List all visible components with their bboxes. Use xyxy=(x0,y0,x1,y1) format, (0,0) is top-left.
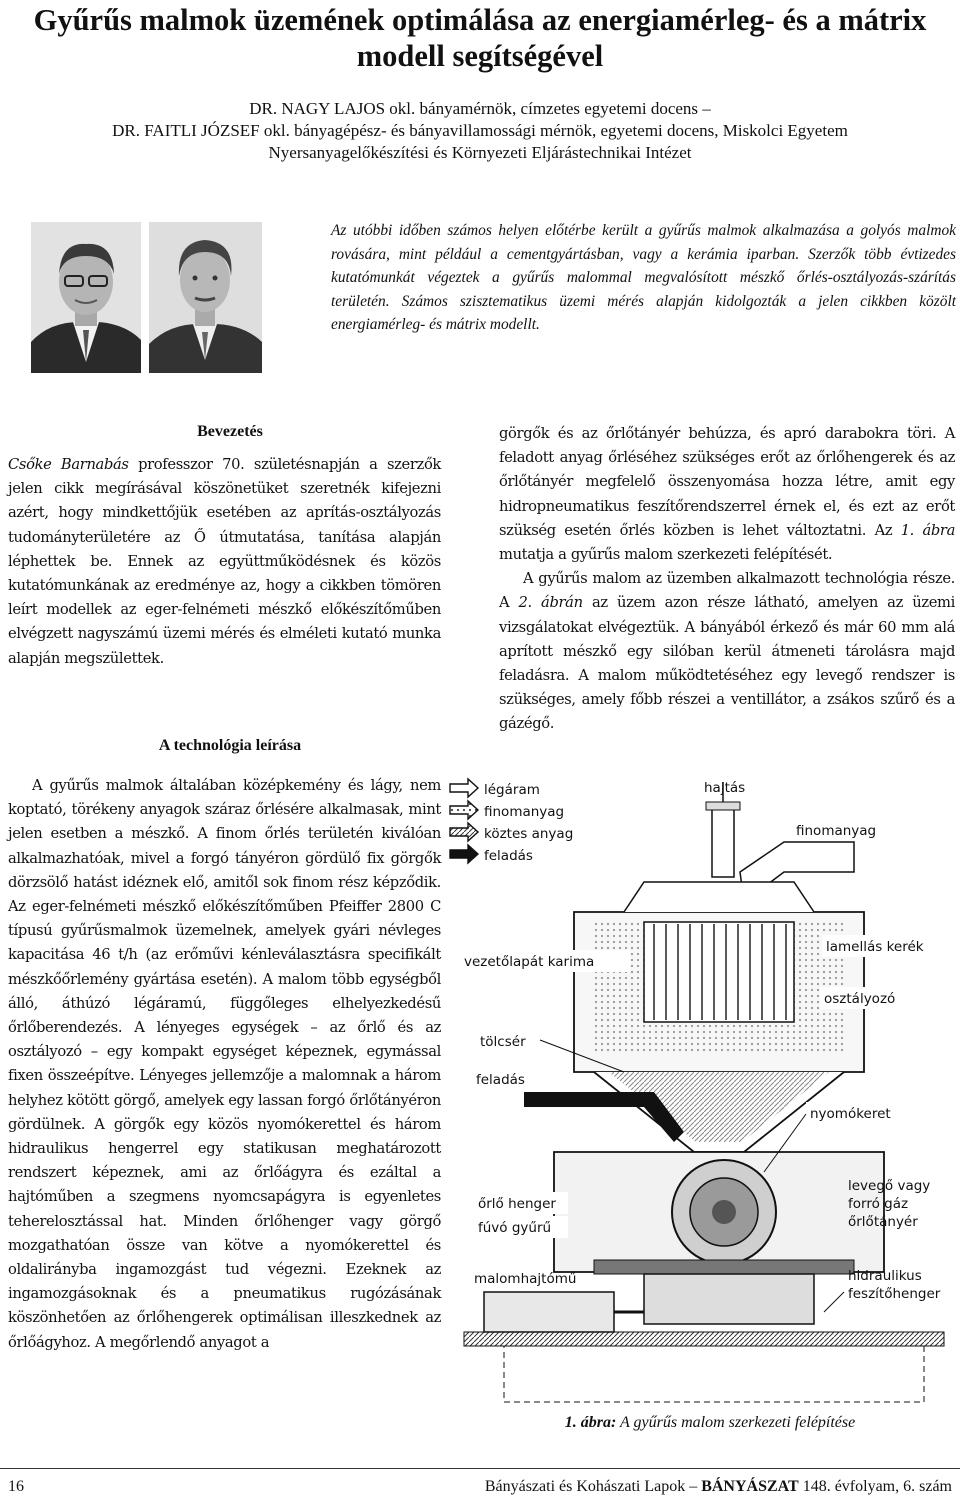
legend xyxy=(450,779,573,864)
figure-2-reference: 2. ábrán xyxy=(518,594,583,612)
label-classifier: osztályozó xyxy=(824,991,896,1007)
figure-caption xyxy=(470,1414,950,1432)
legend-label-feed: feladás xyxy=(484,848,533,864)
journal-name: BÁNYÁSZAT xyxy=(701,1478,799,1495)
legend-intermediate-arrow xyxy=(450,823,478,841)
right-p2-text-a: A gyűrűs malom az üzemben alkalmazott technológia része. A xyxy=(499,570,955,612)
figure-1-reference: 1. ábra xyxy=(900,521,956,539)
intro-text: professzor 70. születésnapján a szerzők jelen cikk megírásával köszönetüket szeretnék kifejezni azért, hogy mindkettőjük esetében az aprítás-osztályozás tudományterületére az Ő útmutatása, tanítása alapján léphettek be. Ennek az együttműködésnek és közös kutatómunkának az eredménye az, hogy a cikkben tömören leírt modellek az eger-felnémeti mészkő előkészítőműben elvégzett nagyszámú üzemi mérés és elméleti kutató munka alapján megszülettek. xyxy=(8,456,441,667)
legend-label-intermediate: köztes anyag xyxy=(484,826,574,842)
page-number: 16 xyxy=(8,1478,24,1495)
author-line-2: DR. FAITLI JÓZSEF okl. bányagépész- és bányavillamossági mérnök, egyetemi docens, Miskolci Egyetem xyxy=(112,121,848,140)
label-air-or: levegő vagy xyxy=(848,1178,931,1194)
right-p2-text-b: az üzem azon része látható, amelyen az üzemi vizsgálatokat elvégeztük. A bányából érkező és már 60 mm alá aprított mészkő egy silóban kerül átmeneti tárolásra majd feladásra. A malom működtetéséhez egy levegő rendszer is szükséges, amely főbb részei a ventillátor, a zsákos szűrő és a gázégő. xyxy=(499,594,955,733)
legend-feed-arrow xyxy=(450,845,478,863)
label-mill-gearbox: malomhajtómű xyxy=(474,1271,577,1287)
legend-airflow-arrow xyxy=(450,779,478,797)
right-paragraph-2 xyxy=(499,567,955,736)
legend-fine-material-arrow xyxy=(450,801,478,819)
author-photo-1 xyxy=(31,222,141,373)
label-nozzle-ring: fúvó gyűrű xyxy=(478,1220,552,1236)
label-hydraulic: hidraulikus xyxy=(848,1268,922,1284)
label-pressure-frame: nyomókeret xyxy=(810,1106,891,1122)
article-title: Gyűrűs malmok üzemének optimálása az energiamérleg- és a mátrix modell segítségével xyxy=(33,3,927,73)
right-p1-text-b: mutatja a gyűrűs malom szerkezeti felépítését. xyxy=(499,546,833,564)
label-hopper: tölcsér xyxy=(480,1034,526,1050)
label-grinding-roller: őrlő henger xyxy=(478,1196,556,1212)
right-column-text xyxy=(499,422,955,737)
intro-paragraph xyxy=(8,453,441,671)
journal-reference xyxy=(485,1478,952,1496)
right-paragraph-1 xyxy=(499,422,955,567)
author-affiliation: Nyersanyagelőkészítési és Környezeti Eljárástechnikai Intézet xyxy=(268,143,692,162)
label-lamella-wheel: lamellás kerék xyxy=(826,939,924,955)
author-block xyxy=(0,98,960,164)
legend-label-fine: finomanyag xyxy=(484,804,565,820)
section-heading-technology: A technológia leírása xyxy=(158,737,302,754)
journal-prefix: Bányászati és Kohászati Lapok – xyxy=(484,1478,702,1495)
journal-suffix: 148. évfolyam, 6. szám xyxy=(798,1478,952,1495)
label-guide-vane-flange: vezetőlapát karima xyxy=(464,954,595,970)
label-tensioning-cylinder: feszítőhenger xyxy=(848,1286,941,1302)
section-heading-intro: Bevezetés xyxy=(197,423,263,440)
drive-motor xyxy=(706,782,740,877)
intro-person-name: Csőke Barnabás xyxy=(8,456,129,473)
label-feed: feladás xyxy=(476,1072,525,1088)
label-fine-material: finomanyag xyxy=(796,823,877,839)
legend-label-airflow: légáram xyxy=(484,782,540,798)
footer-divider xyxy=(0,1468,960,1469)
abstract: Az utóbbi időben számos helyen előtérbe került a gyűrűs malmok alkalmazása a golyós malmok rovására, mint például a cementgyártásban, vagy a kerámia iparban. Szerzők több évtizedes kutatómunkát végeztek a gyűrűs malommal megvalósított mészkő őrlés-osztályozás-szárítás területén. Számos szisztematikus üzemi mérés alapján kidolgozták a jelen cikkben közölt energiamérleg- és mátrix modellt. xyxy=(331,222,956,333)
label-grinding-table: őrlőtányér xyxy=(848,1214,918,1230)
author-photo-2 xyxy=(149,222,262,373)
caption-label: 1. ábra: xyxy=(564,1414,617,1431)
ring-mill-diagram xyxy=(444,772,960,1412)
label-drive: hajtás xyxy=(704,780,746,796)
author-line-1: DR. NAGY LAJOS okl. bányamérnök, címzetes egyetemi docens – xyxy=(249,99,711,118)
right-p1-text-a: görgők és az őrlőtányér behúzza, és apró darabokra töri. A feladott anyag őrléséhez szükséges erőt az őrlőhengerek és az őrlőtányér megfelelő összenyomása hozza létre, amit egy hidropneumatikus feszítőrendszerrel érnek el, és ezt az erőt szükség esetén őrlés közben is lehet változtatni. Az xyxy=(499,425,955,539)
label-hot-gas: forró gáz xyxy=(848,1196,909,1212)
caption-text: A gyűrűs malom szerkezeti felépítése xyxy=(616,1414,856,1431)
technology-paragraph: A gyűrűs malmok általában középkemény és lágy, nem koptató, törékeny anyagok száraz őrlésére alkalmasak, mint jelen esetben a mészkő. A finom őrlés területén kiválóan alkalmazhatóak, mivel a forgó tányéron gördülő fix görgők dörzsölő hatást idéznek elő, amitől sok finom rész képződik. Az eger-felnémeti mészkő előkészítőműben Pfeiffer 2800 C típusú gyűrűsmalmok üzemelnek, amelyek gyári névleges kapacitása 46 t/h (az erőművi kénleválasztásra specifikált mészkőőrlemény gyártása esetén). A malom több egységből álló, áthúzó légáramú, függőleges elhelyezkedésű őrlőberendezés. A lényeges egységek – az őrlő és az osztályozó – egy kompakt egységet képeznek, egymással fixen összeépítve. Lényeges jellemzője a malomnak a három helyhez kötött görgő, amelyek egy lassan forgó őrlőtányéron gördülnek. A görgők egy közös nyomókerettel és három hidraulikus hengerrel egy statikusan meghatározott rendszert képeznek, ami az őrlőágyra és ezáltal a hajtóműben a szegmens nyomcsapágyra is egyenletes teherelosztással hat. Minden őrlőhenger vagy görgő mozgathatóan össze van kötve a nyomókerettel és oldalirányba ingamozgást tud végezni. Ezeknek az ingamozgásoknak és a pneumatikus rugózásának köszönhetően az őrlőhengerek optimálisan illeszkednek az őrlőágyhoz. A megőrlendő anyagot a xyxy=(8,777,441,1351)
